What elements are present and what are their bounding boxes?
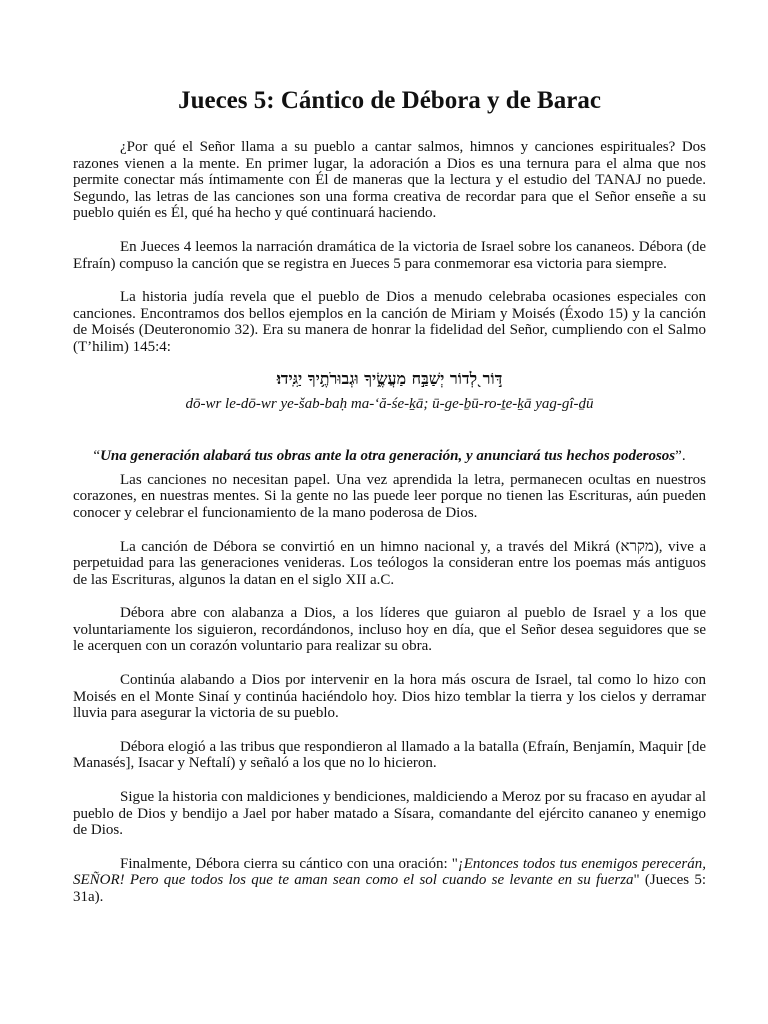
paragraph-4: Las canciones no necesitan papel. Una vez aprendida la letra, permanecen ocultas en nuestros corazones, en nuestras mentes. Si la gente no las puede leer porque no tienen las Escrituras, aún pueden conocer y celebrar el funcionamiento de la mano poderosa de Dios.: [73, 471, 706, 521]
verse-open-quote: “: [93, 448, 101, 465]
paragraph-5-before: La canción de Débora se convirtió en un himno nacional y, a través del Mikrá (: [120, 538, 621, 555]
paragraph-10: [73, 856, 706, 906]
transliteration: dō-wr le-dō-wr ye-šab-baḥ ma-‘ă-śe-ḵā; ū-ge-ḇū-ro-ṯe-ḵā yag-gî-ḏū: [185, 395, 594, 412]
paragraph-10-quote: ¡Entonces todos tus enemigos perecerán, SEÑOR! Pero que todos los que te aman sean como el sol cuando se levante en su fuerza: [73, 855, 706, 889]
paragraph-2: En Jueces 4 leemos la narración dramática de la victoria de Israel sobre los cananeos. Débora (de Efraín) compuso la canción que se registra en Jueces 5 para conmemorar esa victoria para siempre.: [73, 238, 706, 272]
paragraph-6: Débora abre con alabanza a Dios, a los líderes que guiaron al pueblo de Israel y a los que voluntariamente los siguieron, recordándonos, incluso hoy en día, que el Señor desea seguidores que se le acerquen con un corazón voluntario para realizar su obra.: [73, 605, 706, 655]
hebrew-verse: דּ֣וֹר לְ֭דוֹר יְשַׁבַּ֣ח מַעֲשֶׂ֑יךָ וּגְבוּרֹתֶ֥יךָ יַגִּֽידוּ׃: [276, 368, 503, 388]
paragraph-10-after: " (Jueces 5: 31a).: [73, 872, 706, 905]
paragraph-5: [73, 539, 706, 589]
paragraph-5-after: ), vive a perpetuidad para las generaciones venideras. Los teólogos la consideran entre los poemas más antiguos de las Escrituras, algunos la datan en el siglo XII a.C.: [73, 538, 706, 588]
paragraph-8: Débora elogió a las tribus que respondieron al llamado a la batalla (Efraín, Benjamín, Maquir [de Manasés], Isacar y Neftalí) y señaló a los que no lo hicieron.: [73, 738, 706, 772]
mikra-hebrew: מקרא: [620, 538, 654, 555]
paragraph-3: La historia judía revela que el pueblo de Dios a menudo celebraba ocasiones especiales con canciones. Encontramos dos bellos ejemplos en la canción de Miriam y Moisés (Éxodo 15) y la canción de Moisés (Deuteronomio 32). Era su manera de honrar la fidelidad del Señor, cumpliendo con el Salmo (T’hilim) 145:4:: [73, 289, 706, 355]
verse-quote: [73, 448, 706, 465]
verse-close-quote: ”.: [675, 448, 686, 465]
document-title: Jueces 5: Cántico de Débora y de Barac: [178, 87, 601, 114]
verse-text: Una generación alabará tus obras ante la otra generación, y anunciará tus hechos poderosos: [100, 448, 676, 465]
paragraph-7: Continúa alabando a Dios por intervenir en la hora más oscura de Israel, tal como lo hizo con Moisés en el Monte Sinaí y continúa haciéndolo hoy. Dios hizo temblar la tierra y los cielos y derramar lluvia para asegurar la victoria de su pueblo.: [73, 672, 706, 722]
paragraph-9: Sigue la historia con maldiciones y bendiciones, maldiciendo a Meroz por su fracaso en ayudar al pueblo de Dios y bendijo a Jael por haber matado a Sísara, comandante del ejército cananeo y enemigo de Dios.: [73, 789, 706, 839]
paragraph-10-before: Finalmente, Débora cierra su cántico con una oración: ": [120, 855, 458, 872]
paragraph-1: ¿Por qué el Señor llama a su pueblo a cantar salmos, himnos y canciones espirituales? Dos razones vienen a la mente. En primer lugar, la adoración a Dios es una ternura para el alma que nos permite conectar más íntimamente con Él de maneras que la lectura y el estudio del TANAJ no puede. Segundo, las letras de las canciones son una forma creativa de recordar para que el Señor enseñe a su pueblo quién es Él, qué ha hecho y qué continuará haciendo.: [73, 139, 706, 222]
